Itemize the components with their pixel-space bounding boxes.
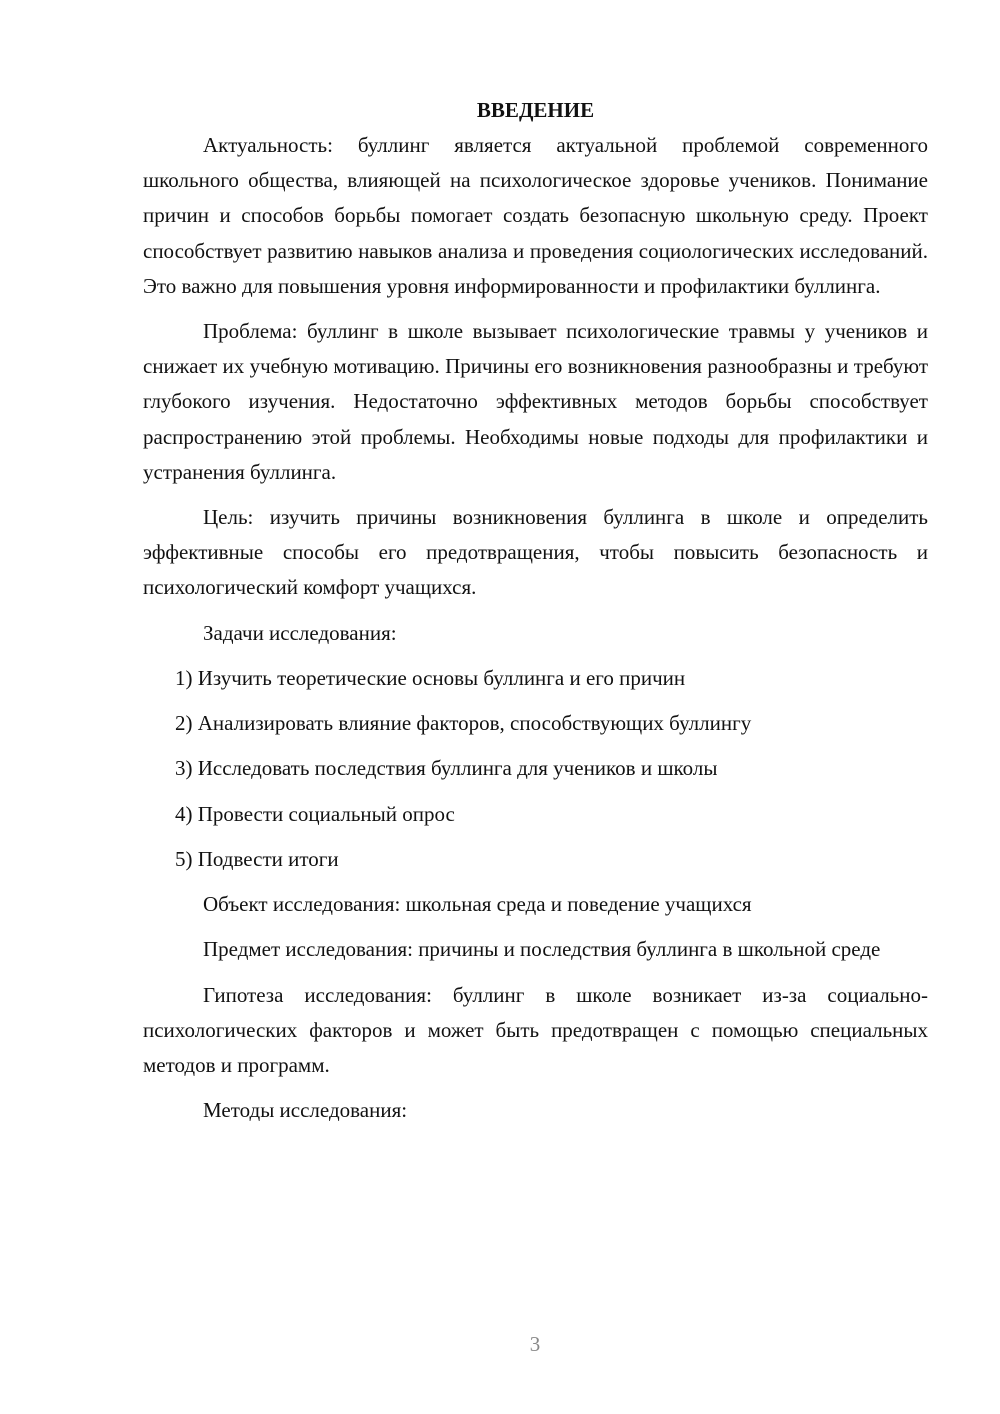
goal-paragraph: Цель: изучить причины возникновения буллинга в школе и определить эффективные способы его предотвращения, чтобы повысить безопасность и психологический комфорт учащихся. — [143, 505, 928, 600]
page-number: 3 — [529, 1332, 541, 1356]
problem-paragraph: Проблема: буллинг в школе вызывает психологические травмы у учеников и снижает их учебную мотивацию. Причины его возникновения разнообразны и требуют глубокого изучения. Недостаточно эффективных методов борьбы способствует распространению этой проблемы. Необходимы новые подходы для профилактики и устранения буллинга. — [143, 319, 928, 484]
tasks-list — [143, 661, 928, 877]
section-heading: ВВЕДЕНИЕ — [476, 98, 595, 122]
list-item: 5) Подвести итоги — [175, 846, 339, 871]
tasks-intro: Задачи исследования: — [203, 620, 397, 645]
list-item: 2) Анализировать влияние факторов, способствующих буллингу — [175, 710, 752, 735]
list-item: 1) Изучить теоретические основы буллинга и его причин — [175, 665, 686, 690]
document-body — [143, 93, 928, 1138]
relevance-paragraph: Актуальность: буллинг является актуальной проблемой современного школьного общества, влияющей на психологическое здоровье учеников. Понимание причин и способов борьбы помогает создать безопасную школьную среду. Проект способствует развитию навыков анализа и проведения социологических исследований. Это важно для повышения уровня информированности и профилактики буллинга. — [143, 133, 928, 298]
list-item: 4) Провести социальный опрос — [175, 801, 455, 826]
hypothesis-paragraph: Гипотеза исследования: буллинг в школе возникает из-за социально-психологических факторов и может быть предотвращен с помощью специальных методов и программ. — [143, 982, 928, 1077]
object-paragraph: Объект исследования: школьная среда и поведение учащихся — [203, 892, 752, 917]
subject-paragraph: Предмет исследования: причины и последствия буллинга в школьной среде — [203, 937, 881, 962]
list-item: 3) Исследовать последствия буллинга для учеников и школы — [175, 756, 718, 781]
methods-intro: Методы исследования: — [203, 1098, 408, 1123]
